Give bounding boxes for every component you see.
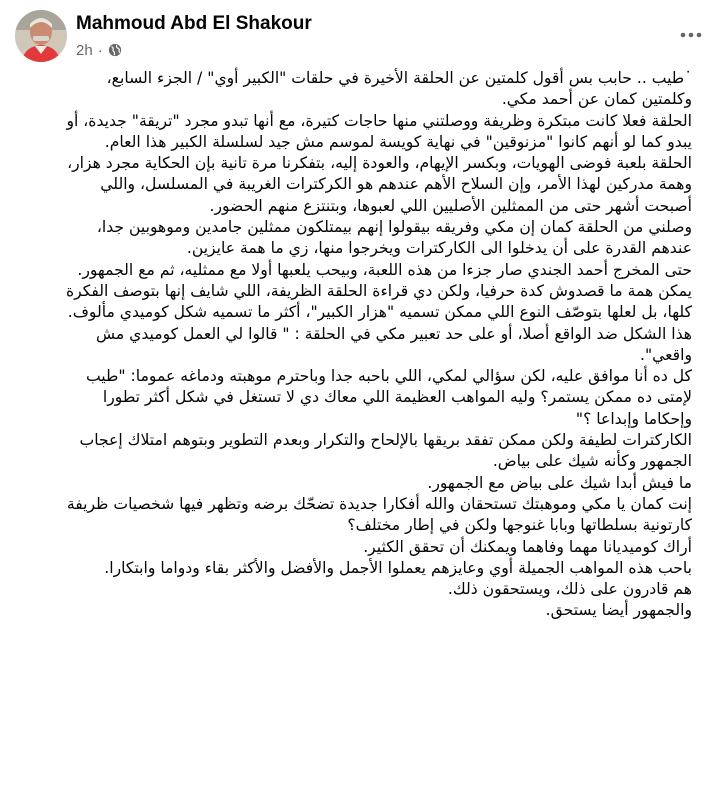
post-paragraph: هم قادرون على ذلك، ويستحقون ذلك.: [447, 580, 692, 599]
post-paragraph: كل ده أنا موافق عليه، لكن سؤالي لمكي، اللي باحبه جدا وباحترم موهبته ودماغه عموما: "طيب لإمتى ده ممكن يستمر؟ وليه المواهب العظيمة اللي معاك دي لا تستغل في شكل أكثر تطورا وإحكاما وإبداعا ؟": [86, 367, 692, 428]
post-paragraph: باحب هذه المواهب الجميلة أوي وعايزهم يعملوا الأجمل والأفضل والأكثر بقاء ودواما وابتكارا.: [104, 558, 692, 577]
post-paragraph: وصلني من الحلقة كمان إن مكي وفريقه بيقولوا إنهم بيمتلكون ممثلين جامدين وموهوبين جدا، عندهم القدرة على أن يدخلوا الى الكاركترات ويخرجوا منها، زي ما همة عايزين.: [96, 218, 692, 258]
meta-separator: ·: [97, 41, 103, 59]
post-paragraph: الحلقة فعلا كانت مبتكرة وظريفة ووصلتني منها حاجات كتيرة، مع أنها تبدو مجرد "تريقة" جديدة، أو يبدو كما لو أنهم كانوا "مزنوقين" في نهاية كويسة لموسم مش جيد لسلسلة الكبير هذا العام.: [66, 111, 692, 151]
post-body: [58, 68, 692, 622]
post-paragraph: حتى المخرج أحمد الجندي صار جزءا من هذه اللعبة، وبيحب يلعبها أولا مع ممثليه، ثم مع الجمهور.: [77, 260, 692, 279]
more-horizontal-icon: [680, 32, 702, 38]
post-paragraph: الحلقة بلعبة فوضى الهويات، وبكسر الإيهام، والعودة إليه، بتفكرنا مرة تانية بإن الحكاية مجرد هزار، وهمة مدركين لهذا الأمر، وإن السلاح الأهم عندهم هو الكركترات الغريبة في المسلسل، واللي أصبحت أشهر حتى من الممثلين الأصليين اللي لعبوها، وبتنتزع منهم الحضور.: [67, 154, 692, 215]
post-paragraph: إنت كمان يا مكي وموهبتك تستحقان والله أفكارا جديدة تضحّك برضه وتظهر فيها شخصيات ظريفة كارتونية بسلطاتها وبابا غنوجها ولكن في إطار مختلف؟: [66, 494, 692, 535]
more-options-button[interactable]: [676, 20, 706, 50]
post-paragraph: ما فيش أبدا شيك على بياض مع الجمهور.: [427, 473, 692, 492]
author-name[interactable]: Mahmoud Abd El Shakour: [76, 13, 312, 34]
post-header: [12, 8, 712, 68]
post-paragraph: ˙طيب .. حابب بس أقول كلمتين عن الحلقة الأخيرة في حلقات "الكبير أوي" / الجزء السابع، وكلمتين كمان عن أحمد مكي.: [106, 69, 692, 109]
post-paragraph: يمكن همة ما قصدوش كدة حرفيا، ولكن دي قراءة الحلقة الظريفة، اللي شايف إنها بتوصف الفكرة كلها، بل لعلها بتوصّف النوع اللي ممكن تسميه "هزار الكبير"، أكثر ما تسميه شكل كوميدي مألوف.: [65, 281, 692, 322]
post-paragraph: والجمهور أيضا يستحق.: [545, 601, 692, 620]
post-paragraph: الكاركترات لطيفة ولكن ممكن تفقد بريقها بالإلحاح والتكرار وبعدم التطوير وبتوهم امتلاك إعجاب الجمهور وكأنه شيك على بياض.: [79, 431, 692, 471]
profile-photo: [15, 10, 67, 62]
author-avatar[interactable]: [15, 10, 67, 62]
post-paragraph: أراك كوميديانا مهما وفاهما ويمكنك أن تحقق الكثير.: [363, 537, 692, 556]
globe-icon[interactable]: [108, 43, 122, 57]
post-timestamp[interactable]: 2h: [76, 41, 93, 59]
post-paragraph: هذا الشكل ضد الواقع أصلا، أو على حد تعبير مكي في الحلقة : " قالوا لي العمل كوميدي مش واقعي".: [95, 324, 692, 364]
post-meta: [76, 40, 122, 60]
